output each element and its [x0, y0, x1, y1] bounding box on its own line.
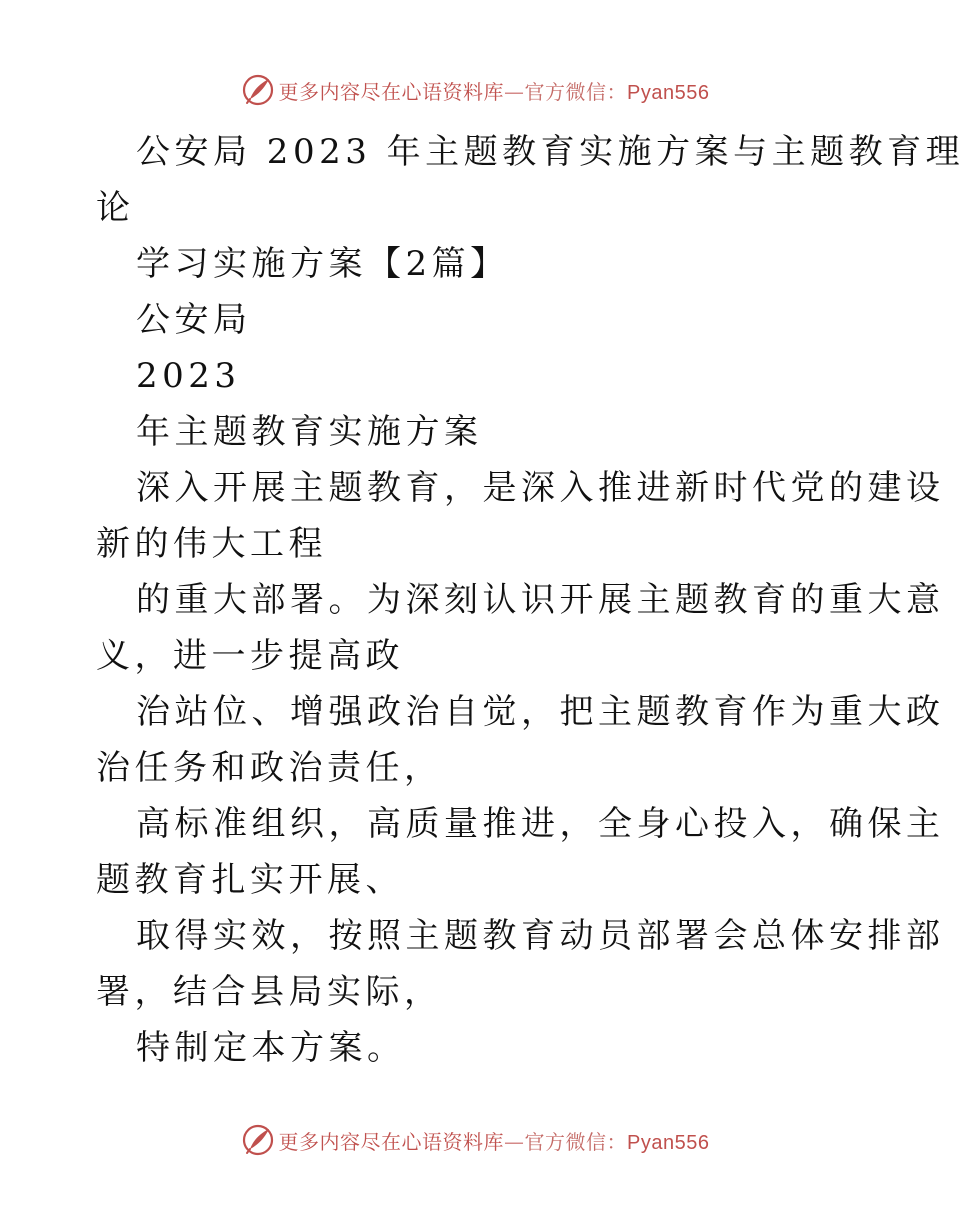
paragraph-line: 取得实效，按照主题教育动员部署会总体安排部 — [136, 916, 945, 956]
paragraph-line: 署，结合县局实际， — [96, 972, 443, 1012]
section-heading-line-2: 2023 — [136, 356, 241, 396]
paragraph-line: 高标准组织，高质量推进，全身心投入，确保主 — [136, 804, 945, 844]
doc-subtitle: 学习实施方案【2篇】 — [136, 244, 509, 284]
paragraph-line: 义，进一步提高政 — [96, 636, 404, 676]
watermark-text: 更多内容尽在心语资料库—官方微信：Pyan556 — [278, 1129, 710, 1154]
doc-title-line-1: 公安局 2023 年主题教育实施方案与主题教育理 — [136, 132, 964, 172]
header-watermark — [0, 68, 950, 112]
quill-pen-icon — [241, 1123, 275, 1157]
quill-pen-icon — [241, 73, 275, 107]
doc-title-line-2: 论 — [96, 188, 135, 228]
paragraph-line: 新的伟大工程 — [96, 524, 327, 564]
paragraph-line: 特制定本方案。 — [136, 1028, 406, 1068]
paragraph-line: 深入开展主题教育，是深入推进新时代党的建设 — [136, 468, 945, 508]
paragraph-line: 治站位、增强政治自觉，把主题教育作为重大政 — [136, 692, 945, 732]
section-heading-line-3: 年主题教育实施方案 — [136, 412, 483, 452]
paragraph-line: 的重大部署。为深刻认识开展主题教育的重大意 — [136, 580, 945, 620]
watermark-text: 更多内容尽在心语资料库—官方微信：Pyan556 — [278, 79, 710, 104]
footer-watermark — [0, 1118, 950, 1162]
paragraph-line: 题教育扎实开展、 — [96, 860, 404, 900]
document-body — [96, 124, 964, 1076]
section-heading-line-1: 公安局 — [136, 300, 252, 340]
paragraph-line: 治任务和政治责任， — [96, 748, 443, 788]
